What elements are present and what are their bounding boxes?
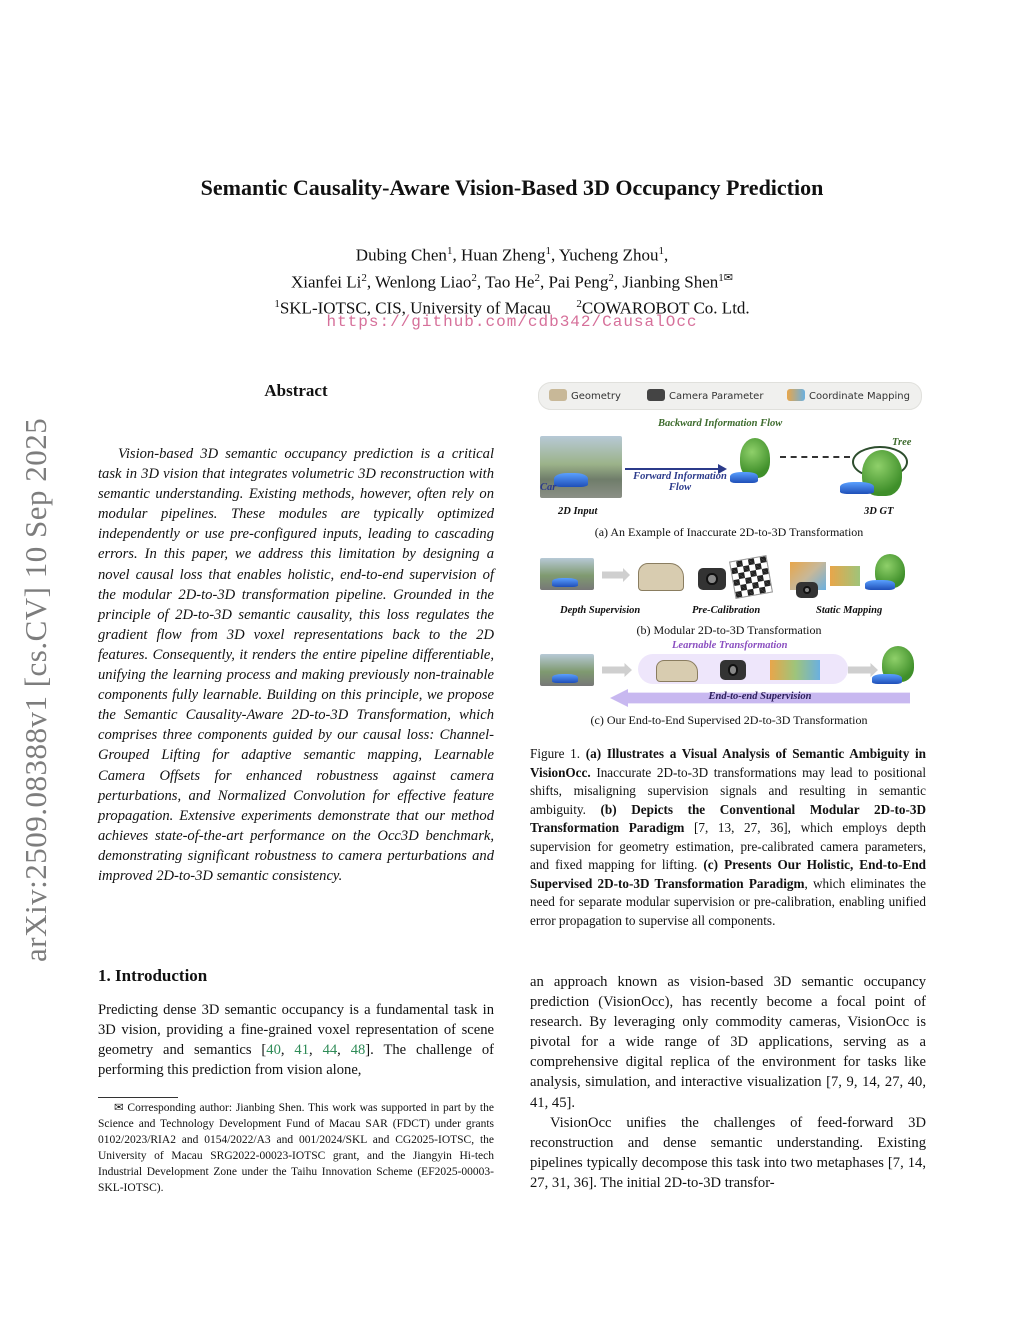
citation-link[interactable]: 41 — [294, 1042, 310, 1059]
paper-title: Semantic Causality-Aware Vision-Based 3D Occupancy Prediction — [200, 175, 824, 200]
body-paragraph: an approach known as vision-based 3D semantic occupancy prediction (VisionOcc), has recently become a focal point of research. By leveraging only commodity cameras, VisionOcc is pivotal for a wide range of 3D applications, serving as a comprehensive digital replica of the environment for tasks like analysis, simulation, and interactive visualization [7, 9, 14, 27, 40, 41, 45]. — [530, 974, 926, 1111]
affiliation-mark: 1 — [545, 245, 551, 257]
legend-mapping: Coordinate Mapping — [787, 389, 910, 402]
intro-heading: 1. Introduction — [98, 966, 208, 985]
camera-icon — [720, 660, 746, 680]
affiliation-mark: 2 — [534, 271, 540, 284]
code-link[interactable]: https://github.com/cdb342/CausalOcc — [326, 313, 698, 331]
legend-geometry: Geometry — [549, 389, 621, 402]
affiliation-mark: 2 — [361, 271, 367, 284]
author-name: Wenlong Liao — [375, 272, 472, 292]
tree-label: Tree — [892, 437, 912, 448]
footnote: ✉ Corresponding author: Jianbing Shen. This work was supported in part by the Science and Technology Development Fund of Macau SAR (FDCT) under grants 0102/2023/RIA2 and 0154/2022/A3 and 001/2024/SKL and CG2025-IOTSC, the University of Macau SRG2022-00023-IOTSC grant, and the Jiangyin Hi-tech Industrial Development Zone under the Taihu Innovation Scheme (EF2025-00003-SKL-IOTSC). — [98, 1102, 494, 1194]
car-icon — [552, 578, 578, 587]
car-model-icon — [656, 660, 698, 682]
figure-1 — [530, 378, 928, 730]
citation-link[interactable]: 40 — [266, 1042, 281, 1059]
affiliation-mark: 2 — [471, 271, 477, 284]
abstract-text: Vision-based 3D semantic occupancy prediction is a critical task in 3D vision that integrates volumetric 3D reconstruction with semantic understanding. Existing methods, however, often rely on modular pipelines. These modules are typically optimized independently or use pre-configured inputs, leading to cascading errors. In this paper, we address this limitation by designing a novel causal loss that enables holistic, end-to-end supervision of the modular 2D-to-3D transformation pipeline. Grounded in the principle of 2D-to-3D semantic causality, this loss regulates the gradient flow from 3D voxel representations back to the 2D features. Consequently, it renders the entire pipeline differentiable, unifying the learning process and making previously non-trainable components fully learnable. Building on this principle, we propose the Semantic Causality-Aware 2D-to-3D Transformation, which comprises three components guided by our causal loss: Channel-Grouped Lifting for adaptive semantic mapping, Learnable Camera Offsets for enhanced robustness against camera perturbations, and Normalized Convolution for effective feature propagation. Extensive experiments demonstrate that our method achieves state-of-the-art performance on the Occ3D benchmark, demonstrating significant robustness to camera perturbations and improved 2D-to-3D semantic consistency. — [98, 446, 494, 884]
pipeline-arrow — [602, 663, 632, 677]
ambiguity-arrow — [780, 456, 850, 458]
panel-a-caption: (a) An Example of Inaccurate 2D-to-3D Transformation — [594, 525, 864, 539]
author-name: Yucheng Zhou — [558, 245, 659, 265]
panel-c-caption: (c) Our End-to-End Supervised 2D-to-3D Transformation — [590, 713, 868, 727]
author-separator: , — [539, 272, 549, 292]
author-separator: , — [366, 272, 376, 292]
affiliation-1: SKL-IOTSC, CIS, University of Macau — [279, 298, 551, 318]
author-name: Dubing Chen — [355, 245, 447, 265]
car-icon — [730, 472, 758, 483]
mapping-icon — [787, 389, 805, 401]
figure-legend — [538, 382, 922, 410]
forward-flow-label: Forward Information Flow — [633, 471, 727, 493]
affiliation-2: COWAROBOT Co. Ltd. — [581, 298, 750, 318]
camera-icon — [647, 389, 665, 401]
affiliation-mark: 1 — [446, 245, 453, 257]
author-block — [0, 240, 1024, 320]
camera-icon — [796, 582, 818, 598]
affiliation-mark: 2 — [608, 271, 614, 284]
input-label: 2D Input — [558, 506, 598, 517]
pipeline-arrow — [602, 568, 630, 582]
figure-caption: Figure 1. (a) Illustrates a Visual Analysis of Semantic Ambiguity in VisionOcc. Inaccurate 2D-to-3D transformations may lead to positional shifts, misaligning supervision signals and resulting in semantic ambiguity. (b) Depicts the Conventional Modular 2D-to-3D Transformation Paradigm [7, 13, 27, 36], which employs depth supervision for geometry estimation, pre-calibrated camera parameters, and fixed mapping for lifting. (c) Presents Our Holistic, End-to-End Supervised 2D-to-3D Transformation Paradigm, which eliminates the need for separate modular supervision or pre-calibration, enabling unified error propagation to supervise all components. — [530, 746, 927, 928]
gt-label: 3D GT — [864, 506, 894, 517]
legend-camera: Camera Parameter — [647, 389, 763, 402]
affiliation-mark: 1 — [658, 245, 664, 257]
intro-continuation — [530, 972, 926, 1193]
author-line-1 — [0, 240, 1024, 267]
car-model-icon — [638, 563, 684, 591]
mapping-icon — [770, 660, 820, 680]
affiliation-mark: 1 — [274, 298, 280, 311]
body-paragraph: VisionOcc unifies the challenges of feed-forward 3D reconstruction and dense semantic understanding. Existing pipelines typically decompose this task into two metaphases [7, 14, 27, 31, 36]. The initial 2D-to-3D transfor- — [530, 1114, 926, 1191]
affiliation-mark: 1✉ — [718, 271, 733, 284]
car-model-icon — [549, 389, 567, 401]
learnable-label: Learnable Transformation — [672, 640, 788, 651]
affiliation-mark: 2 — [576, 298, 582, 311]
car-icon — [872, 674, 902, 684]
forward-arrow — [625, 468, 725, 470]
author-separator: , — [476, 272, 486, 292]
camera-icon — [698, 568, 726, 590]
depth-supervision-label: Depth Supervision — [560, 605, 641, 616]
car-icon — [840, 482, 874, 494]
intro-paragraph: Predicting dense 3D semantic occupancy is a fundamental task in 3D vision, providing a fine-grained voxel representation of scene geometry and semantics [40, 41, 44, 48]. The challenge of performing this prediction from vision alone, — [98, 1002, 494, 1079]
author-separator: , — [550, 245, 559, 265]
e2e-label: End-to-end Supervision — [708, 691, 812, 702]
citation-link[interactable]: 48 — [350, 1042, 366, 1059]
static-mapping-label: Static Mapping — [816, 605, 883, 616]
arxiv-stamp: arXiv:2509.08388v1 [cs.CV] 10 Sep 2025 — [18, 417, 53, 962]
footnote-rule — [98, 1097, 178, 1098]
author-name: Pai Peng — [548, 272, 609, 292]
author-name: Jianbing Shen — [622, 272, 719, 292]
author-name: Xianfei Li — [291, 272, 362, 292]
backward-flow-label: Backward Information Flow — [658, 418, 783, 429]
panel-b-caption: (b) Modular 2D-to-3D Transformation — [636, 623, 822, 637]
car-icon — [552, 674, 578, 683]
calibration-board-icon — [729, 555, 773, 599]
author-separator: , — [663, 245, 669, 265]
mapping-icon — [830, 566, 860, 586]
car-label: Car — [540, 482, 557, 493]
author-line-2 — [0, 267, 1024, 294]
author-name: Huan Zheng — [460, 245, 546, 265]
author-separator: , — [613, 272, 623, 292]
abstract-heading: Abstract — [264, 381, 328, 400]
car-icon — [554, 473, 588, 487]
author-name: Tao He — [485, 272, 535, 292]
car-icon — [865, 580, 895, 590]
pre-calibration-label: Pre-Calibration — [692, 605, 761, 616]
citation-link[interactable]: 44 — [322, 1042, 338, 1059]
author-separator: , — [452, 245, 461, 265]
